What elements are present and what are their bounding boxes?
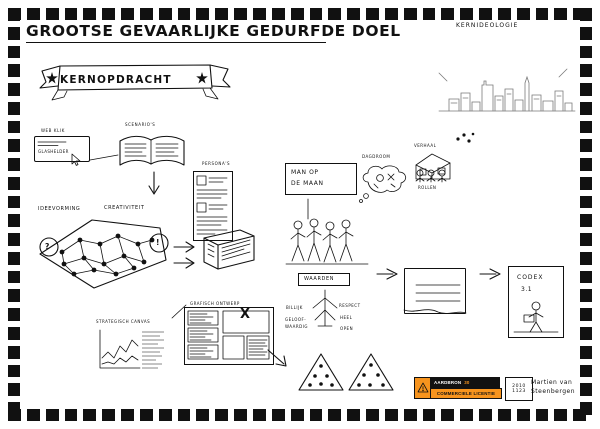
strategisch-canvas-chart — [96, 328, 168, 374]
arrow-scenarios-down — [146, 170, 162, 200]
crowd-sketch — [284, 195, 370, 267]
arrow-grafisch-down — [266, 348, 292, 370]
licence-bar — [430, 388, 502, 399]
codex-figure — [512, 296, 560, 336]
question-mark: ? — [45, 242, 50, 251]
triangle-chart-left — [296, 352, 346, 392]
grafisch-ontwerp-content — [187, 310, 271, 362]
page-title: GROOTSE GEVAARLIJKE GEDURFDE DOEL — [26, 22, 401, 40]
exclaim-mark: ! — [156, 238, 160, 247]
dagdroom-cloud — [358, 162, 412, 204]
waarden-item-2: GELOOF- — [285, 317, 307, 322]
dagdroom-label: DAGDROOM — [362, 154, 391, 159]
strategisch-canvas-label: STRATEGISCH CANVAS — [96, 319, 151, 324]
grafisch-cross-mark: X — [240, 307, 251, 322]
ideevorming-label: IDEEVORMING — [38, 206, 81, 212]
spark-icon — [454, 130, 476, 148]
waarden-item-0: BILLIJK — [286, 305, 303, 310]
code-top: 2010 — [512, 383, 526, 389]
banner-star-left — [46, 72, 58, 84]
personas-label: PERSONA'S — [202, 161, 231, 166]
codex-title: CODEX — [517, 274, 544, 281]
skyline-sketch — [437, 55, 577, 115]
triangle-chart-right — [346, 352, 396, 392]
licence-label: COMMERCIELE LICENTIE — [436, 391, 496, 396]
arrow-to-beschrijvend — [375, 266, 401, 282]
creativiteit-label: CREATIVITEIT — [104, 205, 145, 211]
glashelder-label: GLASHELDER — [38, 149, 69, 154]
codex-version: 3.1 — [521, 286, 533, 293]
scenarios-label: SCENARIO'S — [125, 122, 156, 127]
code-box — [505, 377, 533, 401]
kernopdracht-label: KERNOPDRACHT — [60, 74, 172, 86]
connector-webklank — [88, 150, 122, 166]
aardbron-badge: 30 — [464, 380, 470, 385]
man-op-de-maan-sign — [285, 163, 357, 195]
aardbron-logo — [430, 377, 500, 388]
frame-bottom — [8, 409, 592, 421]
webklank-lines — [36, 139, 88, 148]
banner-star-right — [196, 72, 208, 84]
waarden-item-1: RESPECT — [339, 303, 361, 308]
frame-left — [8, 8, 20, 421]
author-credit — [531, 378, 575, 396]
arrow-diamond-right — [172, 240, 198, 254]
frame-top — [8, 8, 592, 20]
kernideologie-label: KERNIDEOLOGIE — [456, 22, 519, 29]
man-op-line1: MAN OP — [291, 169, 319, 176]
rollen-figures — [414, 168, 450, 186]
verhaal-label: VERHAAL — [414, 143, 437, 148]
aardbron-label: AARDBRON — [434, 380, 462, 385]
arrow-diamond-right-2 — [172, 256, 198, 270]
waarden-item-5: OPEN — [340, 326, 354, 331]
title-underline — [26, 42, 326, 43]
waarden-item-3: HEEL — [340, 315, 353, 320]
connector-canvas-grafisch — [170, 300, 190, 322]
cursor-icon — [70, 153, 84, 167]
waarden-title: WAARDEN — [304, 276, 335, 282]
webklank-caption: WEB KLIK — [41, 128, 65, 133]
magazine-sketch — [200, 228, 256, 274]
author-line1: Martien van — [531, 379, 573, 386]
author-line2: Steenbergen — [531, 388, 576, 395]
code-bottom: 1123 — [512, 389, 526, 394]
rollen-label: ROLLEN — [418, 185, 437, 190]
frame-right — [580, 8, 592, 421]
arrow-to-codex — [478, 266, 504, 282]
grafisch-ontwerp-label: GRAFISCH ONTWERP — [190, 301, 240, 306]
waarden-tree — [302, 286, 348, 330]
man-op-line2: DE MAAN — [291, 180, 324, 187]
scenarios-book — [118, 133, 186, 171]
waarden-item-4: WAARDIG — [285, 324, 308, 329]
beschrijvend-lines — [404, 280, 466, 316]
